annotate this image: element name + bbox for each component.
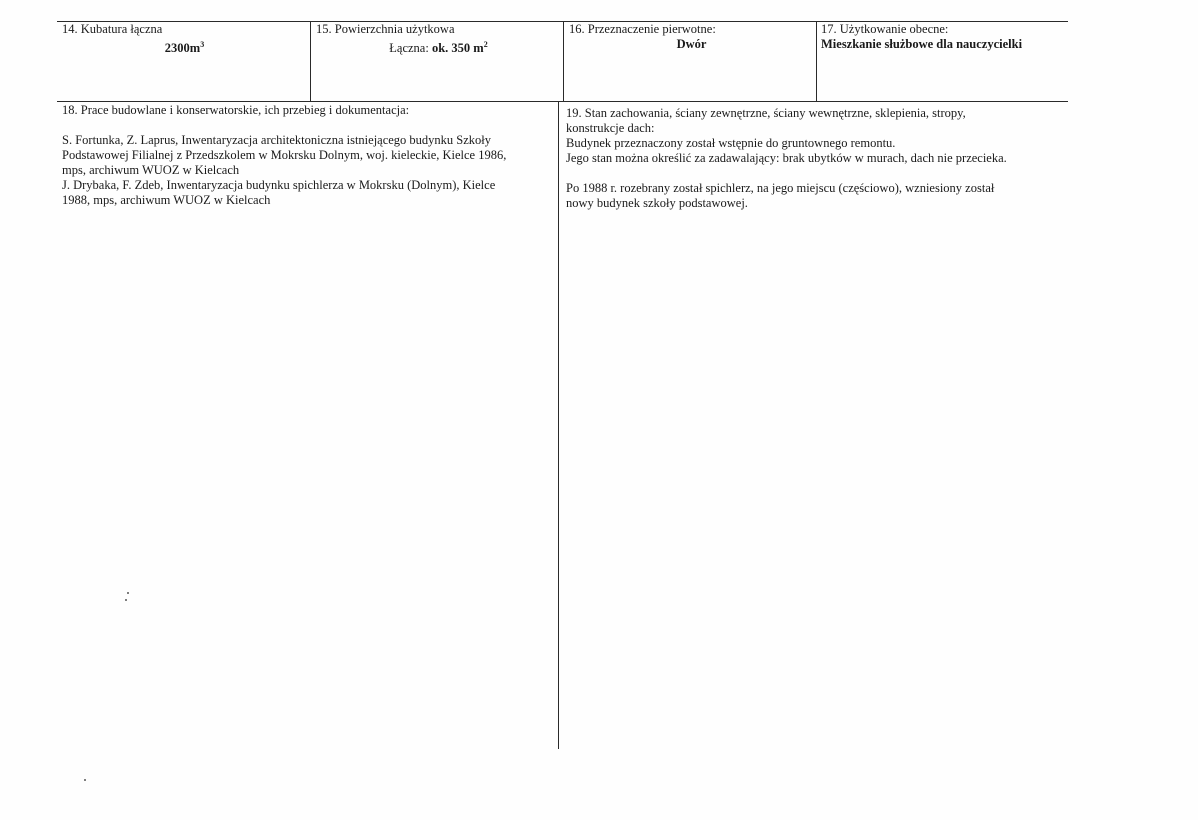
scan-speck [125,599,127,601]
field-17-value: Mieszkanie służbowe dla nauczycielki [821,37,1023,51]
col-divider-14-15 [310,21,311,102]
scan-speck [127,592,129,594]
field-17-current-use [821,22,1067,52]
field-15-label: 15. Powierzchnia użytkowa [316,22,455,36]
field-18-line: 1988, mps, archiwum WUOZ w Kielcach [62,193,271,207]
field-19-line: Budynek przeznaczony został wstępnie do gruntownego remontu. [566,136,896,150]
col-divider-15-16 [563,21,564,102]
col-divider-18-19 [558,101,559,749]
col-divider-16-17 [816,21,817,102]
field-16-label: 16. Przeznaczenie pierwotne: [569,22,716,36]
field-19-heading: 19. Stan zachowania, ściany zewnętrzne, ściany wewnętrzne, sklepienia, stropy, [566,106,966,120]
field-14-label: 14. Kubatura łączna [62,22,163,36]
field-19-heading: konstrukcje dach: [566,121,655,135]
field-19-condition [566,106,1066,211]
field-18-heading: 18. Prace budowlane i konserwatorskie, ich przebieg i dokumentacja: [62,103,410,117]
field-16-value: Dwór [676,37,707,51]
field-19-line: Jego stan można określić za zadawalający: brak ubytków w murach, dach nie przecieka. [566,151,1007,165]
field-15-value: Łączna: ok. 350 $m^2$ [389,40,488,56]
field-18-line: J. Drybaka, F. Zdeb, Inwentaryzacja budynku spichlerza w Mokrsku (Dolnym), Kielce [62,178,496,192]
field-14-cubature [62,22,307,56]
field-17-label: 17. Użytkowanie obecne: [821,22,949,36]
field-15-usable-area [316,22,561,56]
field-14-unit-exponent: 3 [200,40,205,49]
field-16-original-purpose [569,22,814,52]
scan-speck [84,779,86,781]
field-18-works-documentation [62,103,556,208]
field-19-line: Po 1988 r. rozebrany został spichlerz, na jego miejscu (częściowo), wzniesiony został [566,181,995,195]
field-18-line: Podstawowej Filialnej z Przedszkolem w Mokrsku Dolnym, woj. kieleckie, Kielce 1986, [62,148,507,162]
field-15-unit-exponent: 2 [483,40,488,49]
field-18-line: S. Fortunka, Z. Laprus, Inwentaryzacja architektoniczna istniejącego budynku Szkoły [62,133,492,147]
field-14-value: $2300m^3$ [164,40,205,56]
field-18-line: mps, archiwum WUOZ w Kielcach [62,163,240,177]
field-19-line: nowy budynek szkoły podstawowej. [566,196,748,210]
